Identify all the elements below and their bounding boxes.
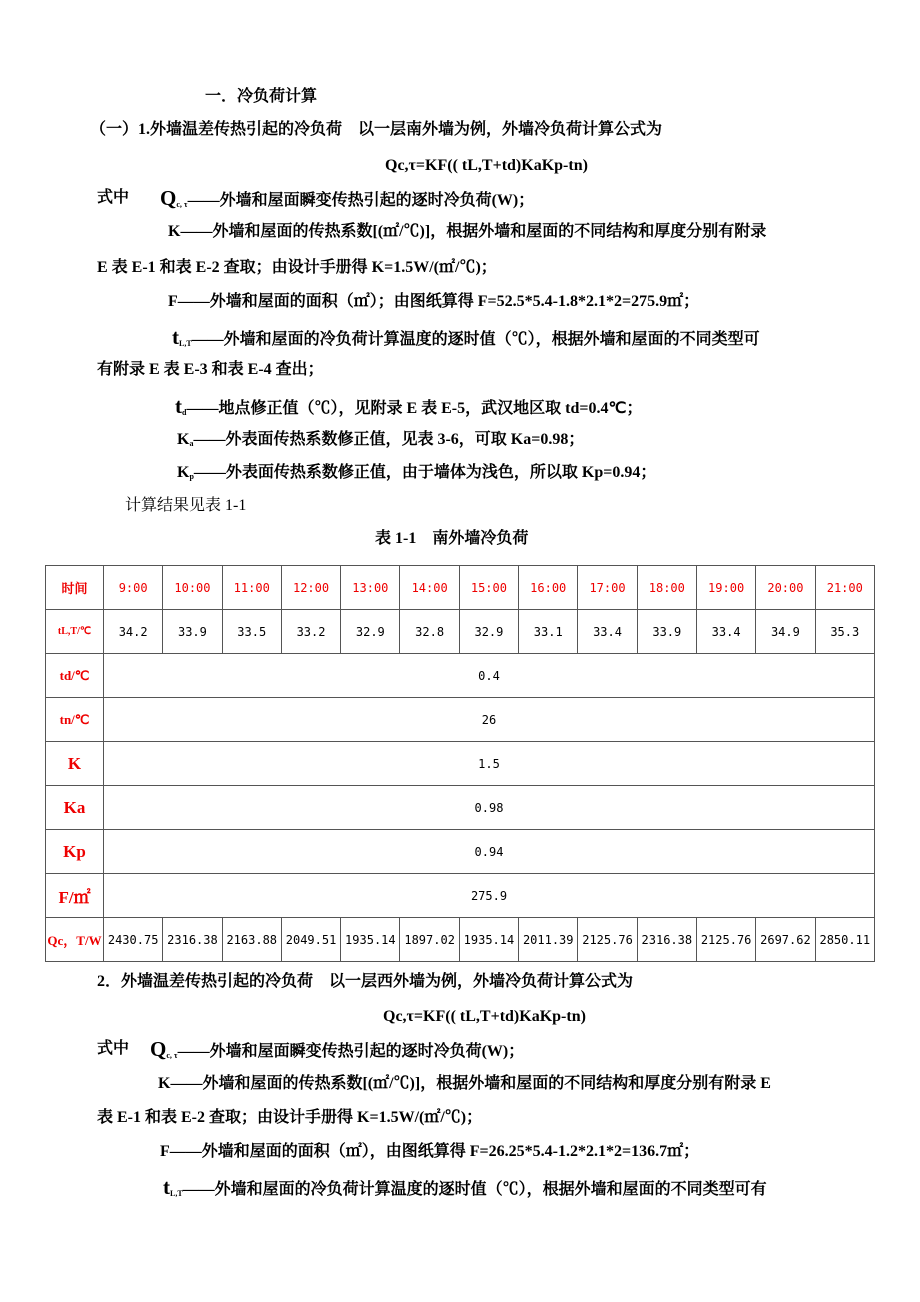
value-cell: 1.5 (104, 742, 875, 786)
row-label: 时间 (46, 566, 104, 610)
table-title: 表 1-1 南外墙冷负荷 (375, 530, 529, 547)
value-cell: 0.4 (104, 654, 875, 698)
q-definition: $Q_{c, \tau}——$外墙和屋面瞬变传热引起的逐时冷负荷(W)； (160, 186, 535, 210)
formula-2: Qc,τ=KF(( tL,T+td)KaKp-tn) (383, 1008, 586, 1025)
value-cell: 34.2 (104, 610, 163, 654)
value-cell: 2125.76 (578, 918, 637, 962)
value-cell: 2316.38 (637, 918, 696, 962)
value-cell: 32.8 (400, 610, 459, 654)
result-note: 计算结果见表 1-1 (125, 497, 247, 514)
value-cell: 10:00 (163, 566, 222, 610)
table-row-tn (46, 698, 875, 742)
formula-1: Qc,τ=KF(( tL,T+td)KaKp-tn) (385, 157, 588, 174)
heading-2: 2．外墙温差传热引起的冷负荷 以一层西外墙为例，外墙冷负荷计算公式为 (97, 973, 634, 990)
k-definition-2: K——外墙和屋面的传热系数[(㎡/℃)]，根据外墙和屋面的不同结构和厚度分别有附录 E (158, 1075, 771, 1092)
value-cell: 20:00 (756, 566, 815, 610)
q-definition-2: $Q_{c, \tau}——$外墙和屋面瞬变传热引起的逐时冷负荷(W)； (150, 1037, 525, 1061)
value-cell: 2125.76 (696, 918, 755, 962)
value-cell: 33.9 (637, 610, 696, 654)
value-cell: 17:00 (578, 566, 637, 610)
kp-definition: $K_p——$外表面传热系数修正值，由于墙体为浅色，所以取 Kp=0.94； (177, 464, 657, 481)
table-row-time (46, 566, 875, 610)
value-cell: 9:00 (104, 566, 163, 610)
value-cell: 32.9 (459, 610, 518, 654)
value-cell: 2011.39 (519, 918, 578, 962)
row-label: td/℃ (46, 654, 104, 698)
value-cell: 16:00 (519, 566, 578, 610)
row-label: F/㎡ (46, 874, 104, 918)
value-cell: 11:00 (222, 566, 281, 610)
value-cell: 0.98 (104, 786, 875, 830)
row-label: Kp (46, 830, 104, 874)
table-row-q (46, 918, 875, 962)
row-label: Ka (46, 786, 104, 830)
f-definition: F——外墙和屋面的面积（㎡）；由图纸算得 F=52.5*5.4-1.8*2.1*2=275.9㎡； (168, 293, 700, 310)
value-cell: 33.1 (519, 610, 578, 654)
value-cell: 33.9 (163, 610, 222, 654)
value-cell: 33.4 (696, 610, 755, 654)
f-definition-2: F——外墙和屋面的面积（㎡），由图纸算得 F=26.25*5.4-1.2*2.1*2=136.7㎡； (160, 1143, 700, 1160)
t-definition: $t_{L,T}——$外墙和屋面的冷负荷计算温度的逐时值（℃），根据外墙和屋面的不同类型可 (172, 325, 760, 349)
table-row-f (46, 874, 875, 918)
value-cell: 13:00 (341, 566, 400, 610)
value-cell: 2430.75 (104, 918, 163, 962)
td-definition: $t_d——$地点修正值（℃），见附录 E 表 E-5，武汉地区取 td=0.4℃； (175, 394, 643, 418)
value-cell: 33.2 (281, 610, 340, 654)
shizhong: 式中 (97, 189, 130, 206)
k-definition-2-cont: 表 E-1 和表 E-2 查取；由设计手册得 K=1.5W/(㎡/℃)； (97, 1109, 483, 1126)
value-cell: 14:00 (400, 566, 459, 610)
value-cell: 1935.14 (459, 918, 518, 962)
table-row-td (46, 654, 875, 698)
value-cell: 21:00 (815, 566, 874, 610)
row-label: K (46, 742, 104, 786)
k-definition: K——外墙和屋面的传热系数[(㎡/℃)]，根据外墙和屋面的不同结构和厚度分别有附录 (168, 223, 767, 240)
heading-1: （一）1.外墙温差传热引起的冷负荷 以一层南外墙为例，外墙冷负荷计算公式为 (90, 121, 663, 138)
value-cell: 1897.02 (400, 918, 459, 962)
t-definition-cont: 有附录 E 表 E-3 和表 E-4 查出； (97, 361, 324, 378)
table-row-ka (46, 786, 875, 830)
value-cell: 2163.88 (222, 918, 281, 962)
section-title: 一．冷负荷计算 (205, 88, 318, 105)
value-cell: 275.9 (104, 874, 875, 918)
shizhong-2: 式中 (97, 1040, 130, 1057)
value-cell: 1935.14 (341, 918, 400, 962)
value-cell: 12:00 (281, 566, 340, 610)
value-cell: 2850.11 (815, 918, 874, 962)
cooling-load-table (45, 565, 875, 962)
value-cell: 33.5 (222, 610, 281, 654)
value-cell: 2316.38 (163, 918, 222, 962)
value-cell: 18:00 (637, 566, 696, 610)
value-cell: 19:00 (696, 566, 755, 610)
table-row-k (46, 742, 875, 786)
value-cell: 0.94 (104, 830, 875, 874)
value-cell: 34.9 (756, 610, 815, 654)
table-row-kp (46, 830, 875, 874)
ka-definition: $K_a——$外表面传热系数修正值，见表 3-6，可取 Ka=0.98； (177, 431, 585, 448)
row-label: Qc，T/W (46, 918, 104, 962)
value-cell: 2049.51 (281, 918, 340, 962)
value-cell: 15:00 (459, 566, 518, 610)
row-label: tn/℃ (46, 698, 104, 742)
row-label: tL,T/℃ (46, 610, 104, 654)
value-cell: 26 (104, 698, 875, 742)
t-definition-2: $t_{L,T}——$外墙和屋面的冷负荷计算温度的逐时值（℃），根据外墙和屋面的不同类型可有 (163, 1175, 767, 1199)
value-cell: 33.4 (578, 610, 637, 654)
value-cell: 32.9 (341, 610, 400, 654)
value-cell: 35.3 (815, 610, 874, 654)
value-cell: 2697.62 (756, 918, 815, 962)
table-row-tlt (46, 610, 875, 654)
k-definition-cont: E 表 E-1 和表 E-2 查取；由设计手册得 K=1.5W/(㎡/℃)； (97, 259, 497, 276)
